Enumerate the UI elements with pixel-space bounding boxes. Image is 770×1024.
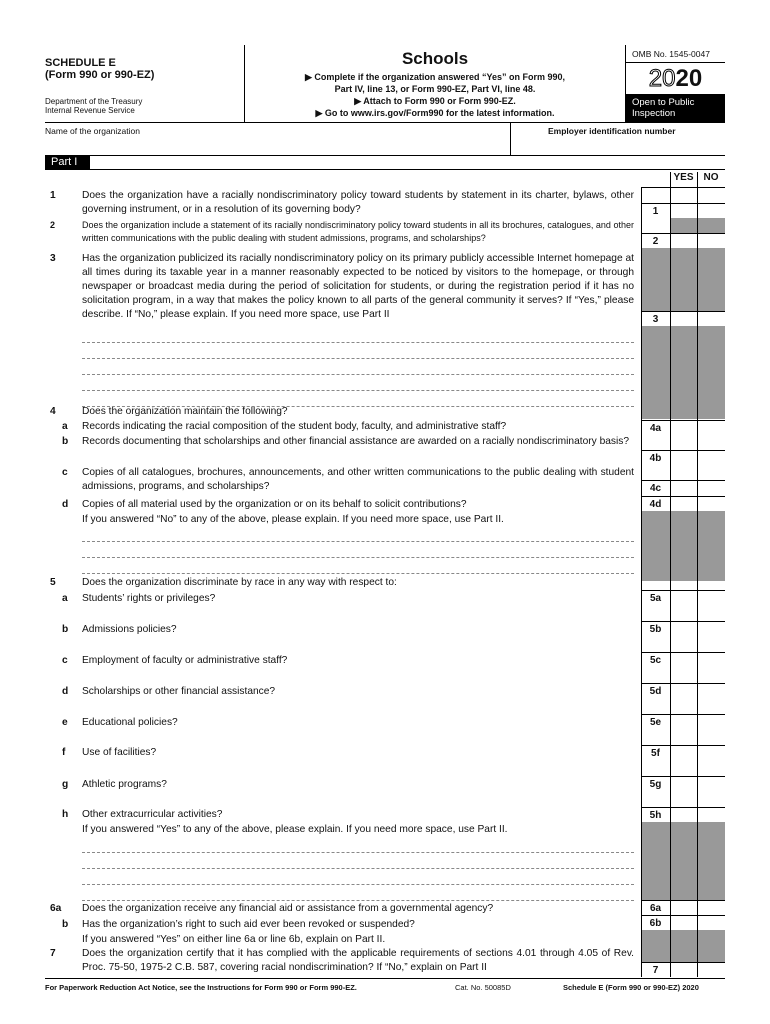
answer-no-5b[interactable] [697, 621, 725, 636]
line-number: b [62, 919, 69, 930]
line-box-label: 5c [641, 652, 670, 667]
answer-yes-5g[interactable] [670, 776, 697, 791]
answer-no-1[interactable] [697, 203, 725, 218]
line-number: c [62, 467, 68, 478]
line-number: h [62, 809, 69, 820]
dept: Department of the Treasury [45, 97, 143, 106]
omb-block [625, 45, 725, 122]
line-number: b [62, 436, 69, 447]
omb-number: OMB No. 1545-0047 [626, 45, 725, 63]
question-text: Copies of all catalogues, brochures, announcements, and other written communications to the public dealing with student admissions, programs, and scholarships? [82, 467, 634, 492]
explanation-line[interactable] [82, 868, 634, 869]
explanation-line[interactable] [82, 557, 634, 558]
question-text: Has the organization’s right to such aid ever been revoked or suspended? [82, 919, 415, 930]
question-text: Employment of faculty or administrative staff? [82, 655, 288, 666]
answer-yes-2[interactable] [670, 233, 697, 248]
line-box-label: 6b [641, 915, 670, 930]
question-line [0, 778, 640, 792]
question-line [0, 933, 640, 947]
question-text: Does the organization certify that it has complied with the applicable requirements of sections 4.01 through 4.05 of Rev. Proc. 75-50, 1975-2 C.B. 587, covering racial nondiscrimination? If “No,” explain on Part II [82, 948, 634, 973]
question-line [0, 823, 640, 837]
answer-yes-6a[interactable] [670, 900, 697, 915]
answer-yes-7[interactable] [670, 962, 697, 977]
org-name-label: Name of the organization [45, 126, 140, 136]
line-box-label: 7 [641, 962, 670, 977]
question-line [0, 189, 640, 217]
instruction-4: ▶ Go to www.irs.gov/Form990 for the latest information. [315, 108, 555, 118]
shaded-cell [641, 822, 725, 900]
yes-header: YES [673, 172, 694, 183]
answer-no-7[interactable] [697, 962, 725, 977]
explanation-line[interactable] [82, 573, 634, 574]
line-box-label: 5d [641, 683, 670, 698]
column-divider [641, 187, 642, 977]
question-text: Does the organization receive any financial aid or assistance from a governmental agency? [82, 903, 494, 914]
answer-no-5d[interactable] [697, 683, 725, 698]
question-text: Athletic programs? [82, 779, 167, 790]
question-text: If you answered “Yes” on either line 6a or line 6b, explain on Part II. [82, 934, 386, 945]
answer-no-5a[interactable] [697, 590, 725, 605]
line-number: g [62, 779, 69, 790]
question-text: Students’ rights or privileges? [82, 593, 216, 604]
ein-field[interactable] [513, 136, 723, 154]
line-number: 1 [50, 190, 56, 201]
explanation-line[interactable] [82, 390, 634, 391]
line-box-label: 5e [641, 714, 670, 729]
answer-yes-5f[interactable] [670, 745, 697, 760]
question-line [0, 405, 640, 419]
open-inspection: Open to Public Inspection [626, 94, 725, 122]
instruction-1: ▶ Complete if the organization answered “Yes” on Form 990, [305, 72, 565, 82]
schedule-name: SCHEDULE E [45, 57, 116, 69]
tax-year: 2020 [648, 65, 703, 92]
question-line [0, 576, 640, 590]
answer-no-5c[interactable] [697, 652, 725, 667]
question-text: Does the organization include a statement of its racially nondiscriminatory policy toward students in all its brochures, catalogues, and other written communications with the public dealing with student admissions, programs, and scholarships? [82, 220, 634, 243]
question-line [0, 219, 640, 245]
answer-no-2[interactable] [697, 233, 725, 248]
answer-yes-4b[interactable] [670, 450, 697, 465]
question-text: Does the organization maintain the following? [82, 406, 288, 417]
question-text: Has the organization publicized its racially nondiscriminatory policy on its primary publicly accessible Internet homepage at all times during its taxable year in a manner reasonably expected to be noticed by visitors to the homepage, or through newspaper or broadcast media during the period of solicitation for students, or during the registration period if it has no solicitation program, in a way that makes the policy known to all parts of the general community it serves? If “Yes,” please describe. If “No,” please explain. If you need more space, use Part II [82, 253, 634, 320]
answer-yes-3[interactable] [670, 311, 697, 326]
question-text: Use of facilities? [82, 747, 157, 758]
answer-yes-4a[interactable] [670, 420, 697, 435]
schedule-id [45, 45, 245, 122]
answer-no-3[interactable] [697, 311, 725, 326]
shaded-cell [641, 511, 725, 581]
irs: Internal Revenue Service [45, 106, 135, 115]
answer-no-5g[interactable] [697, 776, 725, 791]
answer-yes-4c[interactable] [670, 480, 697, 495]
column-header-rule [641, 187, 725, 188]
question-line [0, 746, 640, 760]
answer-no-4c[interactable] [697, 480, 725, 495]
line-number: 6a [50, 903, 62, 914]
cat-number: Cat. No. 50085D [455, 983, 511, 992]
question-line [0, 592, 640, 606]
question-text: Admissions policies? [82, 624, 177, 635]
line-number: 2 [50, 220, 56, 230]
line-number: 5 [50, 577, 56, 588]
line-number: f [62, 747, 66, 758]
column-divider [697, 172, 698, 977]
explanation-line[interactable] [82, 374, 634, 375]
answer-yes-5h[interactable] [670, 807, 697, 822]
line-box-label: 2 [641, 233, 670, 248]
shaded-cell [641, 326, 725, 419]
line-box-label: 4c [641, 480, 670, 495]
question-text: Does the organization discriminate by race in any way with respect to: [82, 577, 397, 588]
question-line [0, 435, 640, 449]
question-line [0, 654, 640, 668]
question-text: Copies of all material used by the organization or on its behalf to solicit contributions? [82, 499, 467, 510]
line-box-label: 5g [641, 776, 670, 791]
line-number: c [62, 655, 68, 666]
answer-yes-5c[interactable] [670, 652, 697, 667]
question-text: Records indicating the racial composition of the student body, faculty, and administrative staff? [82, 421, 507, 432]
line-box-label: 4a [641, 420, 670, 435]
line-box-label: 4d [641, 496, 670, 511]
question-line [0, 466, 640, 494]
line-box-label: 6a [641, 900, 670, 915]
answer-no-6b[interactable] [697, 915, 725, 930]
no-header: NO [703, 172, 719, 183]
line-number: d [62, 499, 69, 510]
answer-yes-4d[interactable] [670, 496, 697, 511]
line-box-label: 5f [641, 745, 670, 760]
instruction-3: ▶ Attach to Form 990 or Form 990-EZ. [354, 96, 516, 106]
shaded-cell [641, 930, 725, 962]
explanation-line[interactable] [82, 852, 634, 853]
answer-yes-1[interactable] [670, 203, 697, 218]
question-text: Other extracurricular activities? [82, 809, 223, 820]
line-number: b [62, 624, 69, 635]
line-box-label: 5h [641, 807, 670, 822]
line-number: a [62, 593, 68, 604]
title-block [245, 45, 625, 122]
line-number: 7 [50, 948, 56, 959]
answer-no-4a[interactable] [697, 420, 725, 435]
line-box-label: 1 [641, 203, 670, 218]
answer-yes-5e[interactable] [670, 714, 697, 729]
answer-no-4d[interactable] [697, 496, 725, 511]
question-line [0, 808, 640, 822]
answer-yes-6b[interactable] [670, 915, 697, 930]
instruction-2: Part IV, line 13, or Form 990-EZ, Part VI, line 48. [334, 84, 536, 94]
explanation-line[interactable] [82, 406, 634, 407]
answer-yes-5d[interactable] [670, 683, 697, 698]
line-number: e [62, 717, 68, 728]
part-label: Part I [45, 155, 90, 170]
answer-no-4b[interactable] [697, 450, 725, 465]
ein-label: Employer identification number [548, 126, 676, 136]
footer-notice: For Paperwork Reduction Act Notice, see the Instructions for Form 990 or Form 990-EZ. [45, 983, 357, 992]
form-title: Schools [401, 49, 469, 68]
question-line [0, 902, 640, 916]
question-text: Records documenting that scholarships and other financial assistance are awarded on a racially nondiscriminatory basis? [82, 436, 630, 447]
line-box-label: 4b [641, 450, 670, 465]
answer-no-5e[interactable] [697, 714, 725, 729]
form-ref: (Form 990 or 990-EZ) [45, 69, 155, 81]
line-box-label: 5a [641, 590, 670, 605]
answer-no-6a[interactable] [697, 900, 725, 915]
question-text: Scholarships or other financial assistance? [82, 686, 276, 697]
question-line [0, 918, 640, 932]
question-line [0, 498, 640, 512]
line-number: 3 [50, 253, 56, 264]
line-box-label: 5b [641, 621, 670, 636]
line-number: 4 [50, 406, 56, 417]
question-text: Educational policies? [82, 717, 178, 728]
explanation-line[interactable] [82, 541, 634, 542]
question-line [0, 623, 640, 637]
question-text: If you answered “No” to any of the above, please explain. If you need more space, use Part II. [82, 514, 504, 525]
line-number: a [62, 421, 68, 432]
explanation-line[interactable] [82, 900, 634, 901]
answer-no-5f[interactable] [697, 745, 725, 760]
question-line [0, 420, 640, 434]
question-text: Does the organization have a racially nondiscriminatory policy toward students by statement in its charter, bylaws, other governing instrument, or in a resolution of its governing body? [82, 190, 634, 215]
line-box-label: 3 [641, 311, 670, 326]
column-divider [670, 172, 671, 977]
question-text: If you answered “Yes” to any of the above, please explain. If you need more space, use Part II. [82, 824, 508, 835]
answer-no-5h[interactable] [697, 807, 725, 822]
org-name-field[interactable] [45, 136, 507, 154]
question-line [0, 685, 640, 699]
explanation-line[interactable] [82, 884, 634, 885]
footer-form-id: Schedule E (Form 990 or 990-EZ) 2020 [563, 983, 699, 992]
answer-yes-5b[interactable] [670, 621, 697, 636]
explanation-line[interactable] [82, 342, 634, 343]
line-number: d [62, 686, 69, 697]
explanation-line[interactable] [82, 358, 634, 359]
question-line [0, 947, 640, 975]
question-line [0, 252, 640, 322]
question-line [0, 513, 640, 527]
answer-yes-5a[interactable] [670, 590, 697, 605]
shaded-cell [641, 248, 725, 311]
question-line [0, 716, 640, 730]
